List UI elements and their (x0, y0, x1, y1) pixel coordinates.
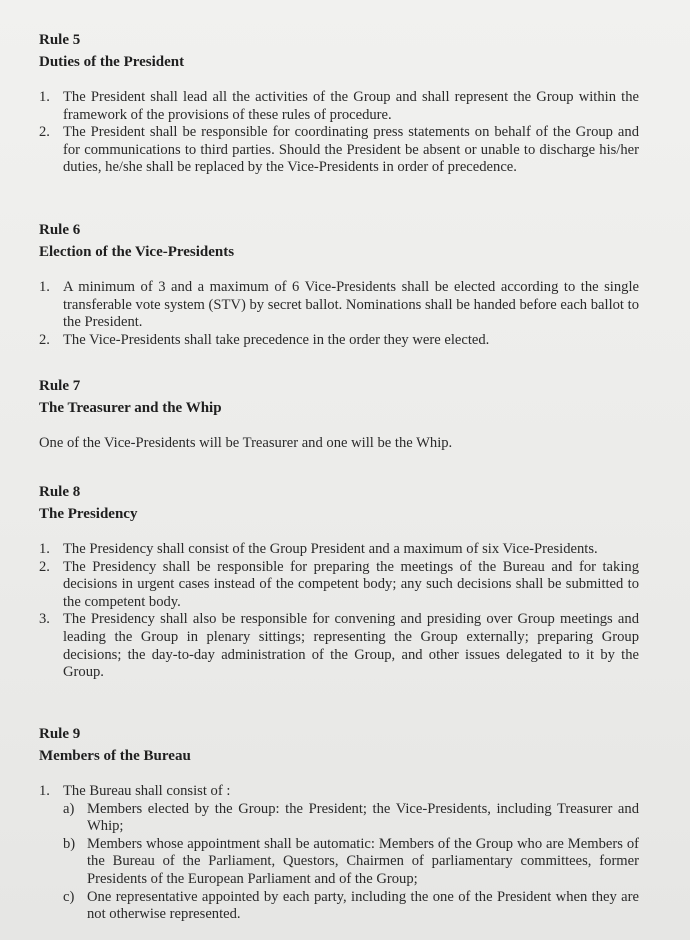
item-text: The Vice-Presidents shall take precedence in the order they were elected. (63, 331, 490, 348)
rule-number: Rule 8 (39, 484, 81, 500)
rule-number: Rule 9 (39, 726, 81, 742)
item-text: The President shall lead all the activities of the Group and shall represent the Group within the framework of the provisions of these rules of procedure. (63, 89, 639, 123)
rule-number: Rule 6 (39, 222, 81, 238)
item-text: The President shall be responsible for coordinating press statements on behalf of the Group and for communications to third parties. Should the President be absent or unable to discharge his/her duties, he/she shall be replaced by the Vice-Presidents in order of precedence. (63, 124, 639, 176)
sub-item-text: Members elected by the Group: the President; the Vice-Presidents, including Treasurer and Whip; (87, 800, 639, 835)
item-text: The Bureau shall consist of : (63, 783, 231, 799)
rule-items (39, 89, 639, 177)
rule-items (39, 541, 639, 682)
rule-title: The Presidency (39, 506, 138, 522)
item-number: 3. (39, 611, 50, 628)
rule-7 (39, 375, 639, 453)
item-number: 1. (39, 279, 50, 295)
rule-5 (39, 29, 639, 177)
rule-items (39, 279, 639, 349)
item-number: 1. (39, 89, 50, 105)
rule-title: Election of the Vice-Presidents (39, 244, 235, 260)
item-text: The Presidency shall consist of the Group President and a maximum of six Vice-Presidents. (63, 541, 598, 557)
list-item (39, 611, 639, 681)
list-item (39, 541, 639, 559)
sub-items (63, 801, 639, 924)
item-number: 1. (39, 783, 50, 799)
sub-item-letter: b) (63, 835, 76, 852)
sub-item-letter: a) (63, 800, 75, 817)
rule-title: Members of the Bureau (39, 748, 191, 764)
list-item (39, 89, 639, 124)
item-text: The Presidency shall be responsible for preparing the meetings of the Bureau and for taking decisions in urgent cases instead of the competent body; any such decisions shall be submitted to the competent body. (63, 558, 639, 610)
list-item (39, 332, 639, 350)
rule-6 (39, 219, 639, 349)
rule-title: The Treasurer and the Whip (39, 400, 222, 416)
sub-item-text: One representative appointed by each party, including the one of the President when they are not otherwise represented. (87, 888, 639, 923)
list-item (39, 279, 639, 332)
item-number: 1. (39, 541, 50, 557)
item-number: 2. (39, 558, 50, 575)
list-item (39, 559, 639, 612)
rule-number: Rule 7 (39, 378, 81, 394)
sub-list-item (63, 801, 639, 836)
list-item (39, 783, 639, 924)
item-number: 2. (39, 331, 50, 348)
rule-number: Rule 5 (39, 32, 81, 48)
rule-body: One of the Vice-Presidents will be Treasurer and one will be the Whip. (39, 435, 453, 451)
rule-8 (39, 481, 639, 682)
rule-9 (39, 723, 639, 924)
item-number: 2. (39, 124, 50, 141)
rule-items (39, 783, 639, 924)
sub-list-item (63, 889, 639, 924)
list-item (39, 124, 639, 177)
item-text: The Presidency shall also be responsible for convening and presiding over Group meetings and leading the Group in plenary sittings; representing the Group externally; preparing Group decisions; the day-to-day administration of the Group, and other issues delegated to it by the Group. (63, 611, 639, 681)
sub-item-letter: c) (63, 888, 75, 905)
rule-title: Duties of the President (39, 54, 185, 70)
item-text: A minimum of 3 and a maximum of 6 Vice-Presidents shall be elected according to the single transferable vote system (STV) by secret ballot. Nominations shall be handed before each ballot to the President. (63, 279, 639, 331)
sub-list-item (63, 836, 639, 889)
sub-item-text: Members whose appointment shall be automatic: Members of the Group who are Members of the Bureau of the Parliament, Questors, Chairmen of parliamentary committees, former Presidents of the European Parliament and of the Group; (87, 835, 639, 887)
